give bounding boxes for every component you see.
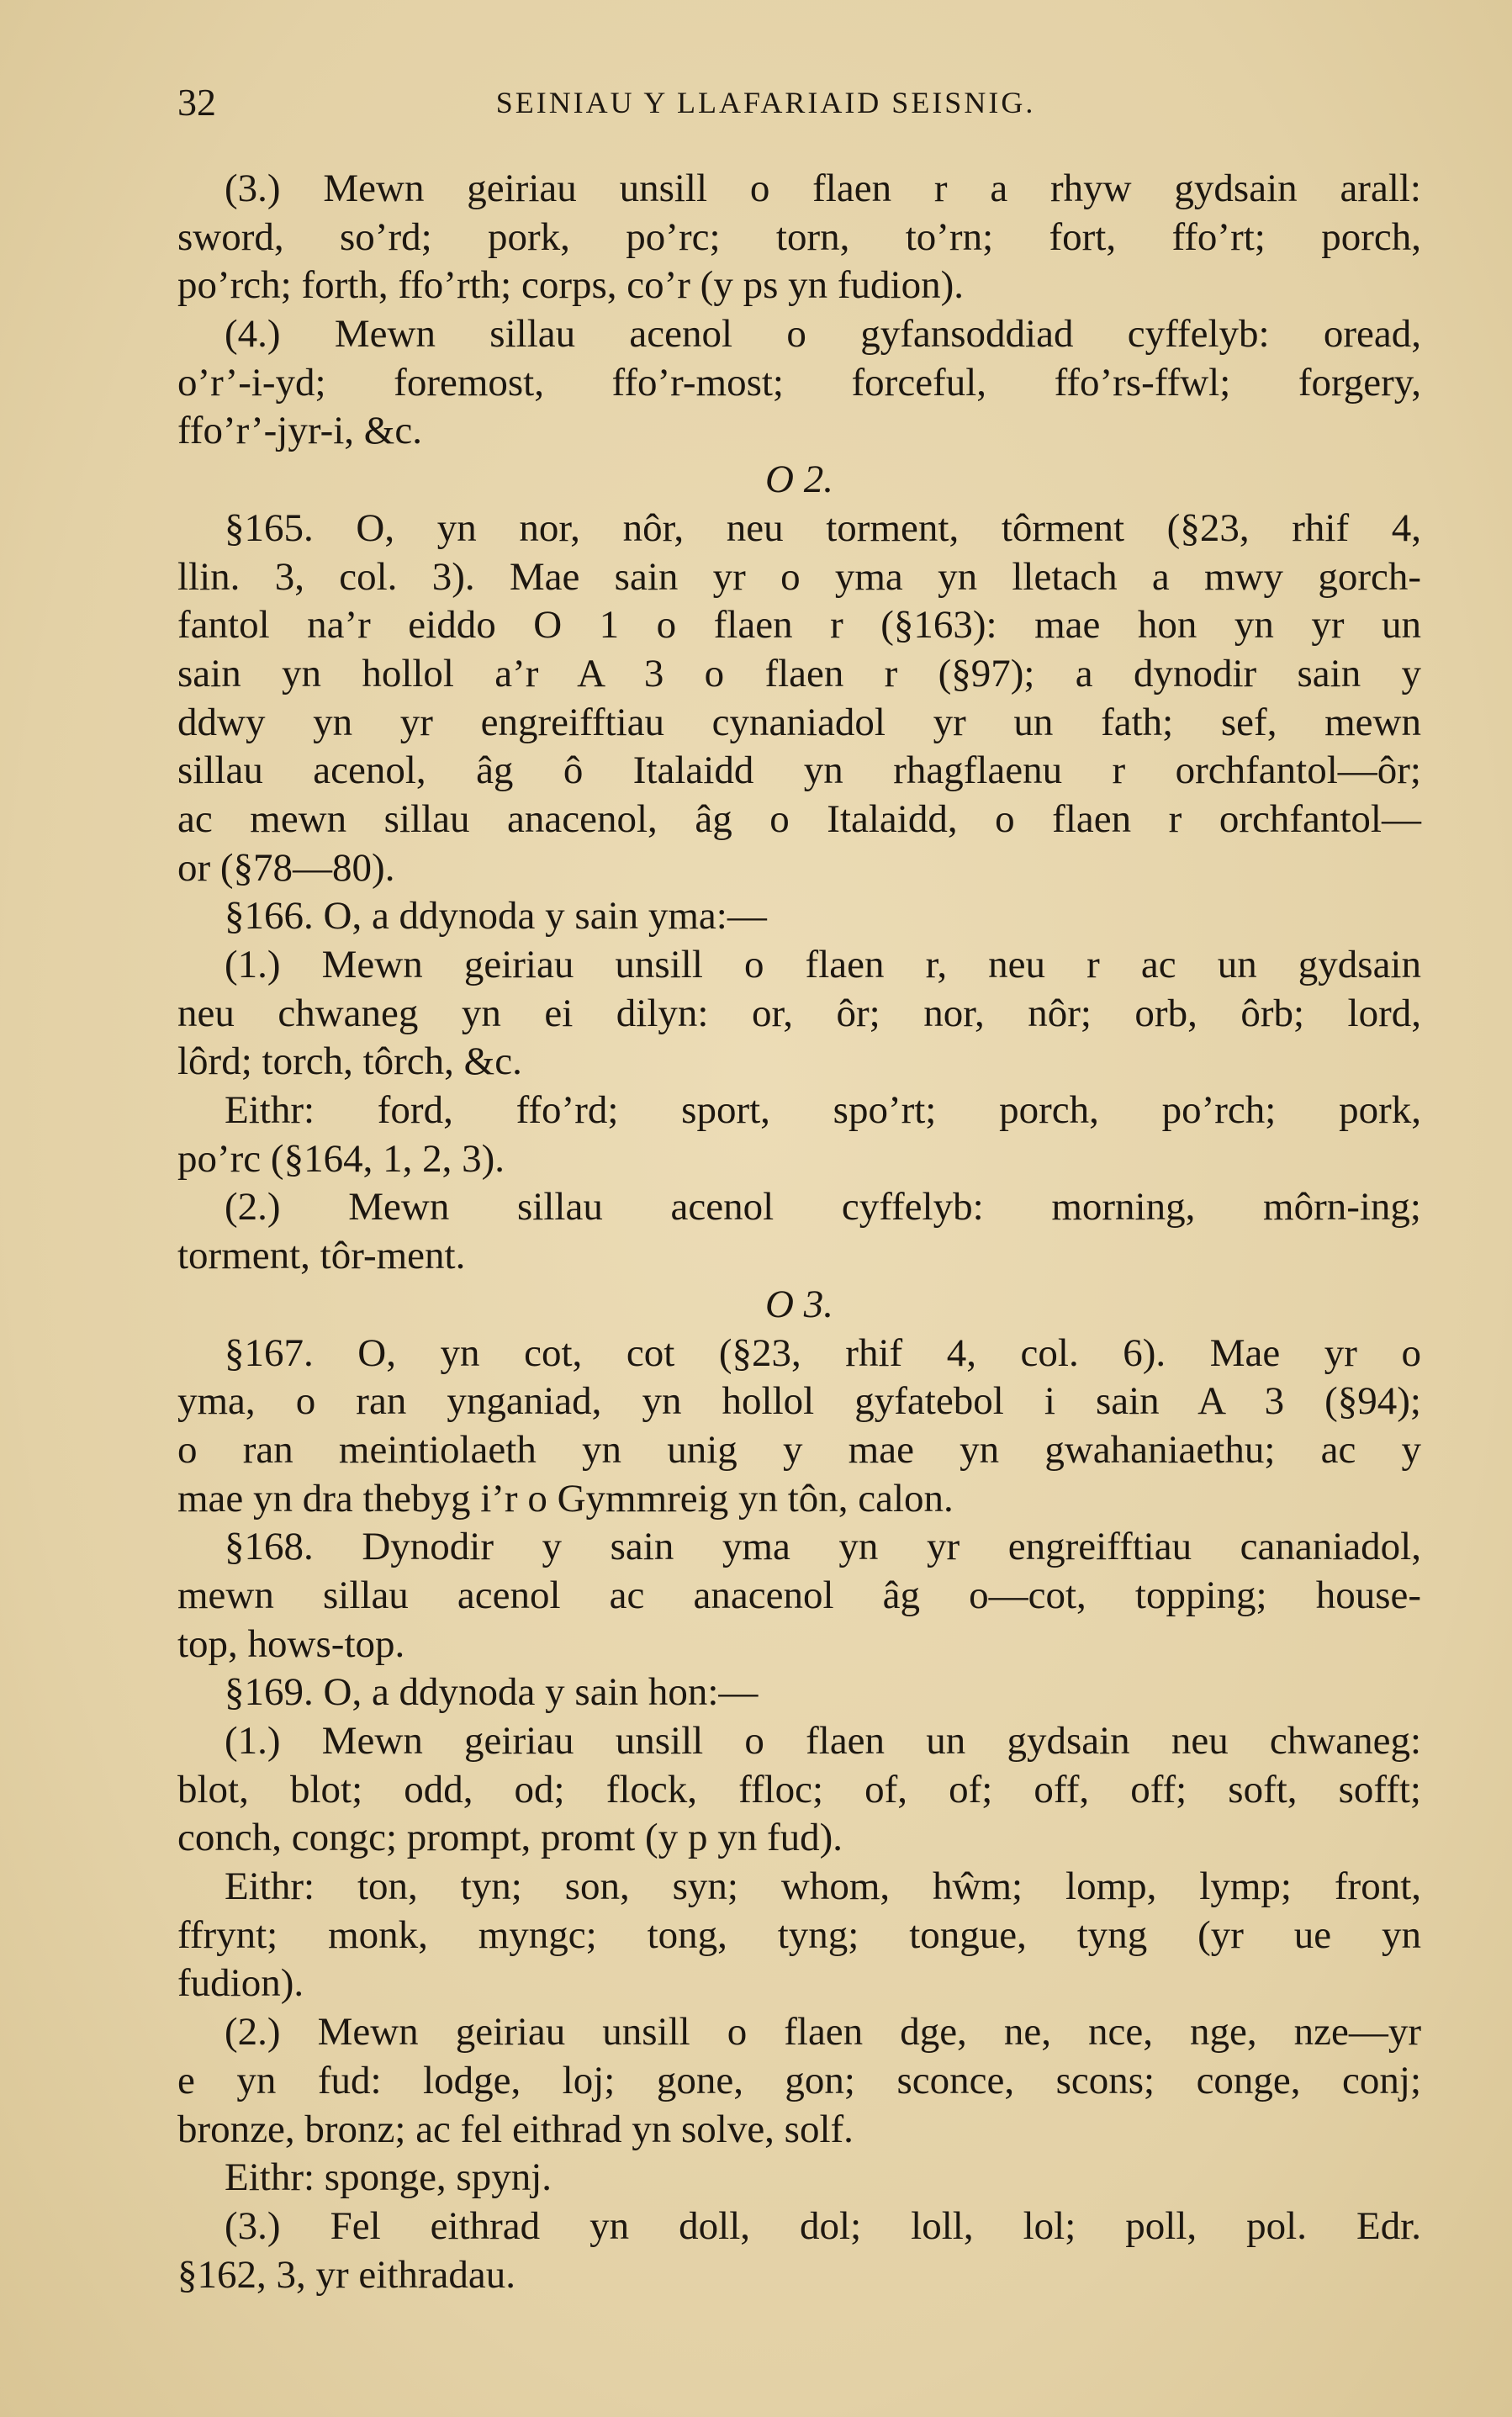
text-line: ddwy yn yr engreifftiau cynaniadol yr un fath; sef, mewn [177,700,1421,744]
text-line: blot, blot; odd, od; flock, ffloc; of, of; off, off; soft, sofft; [177,1767,1421,1811]
text-line: llin. 3, col. 3). Mae sain yr o yma yn lletach a mwy gorch- [177,554,1421,599]
text-line: §167. O, yn cot, cot (§23, rhif 4, col. 6). Mae yr o [225,1330,1421,1375]
text-line: (2.) Mewn sillau acenol cyffelyb: morning, môrn-ing; [225,1185,1421,1230]
text-line: sillau acenol, âg ô Italaidd yn rhagflaenu r orchfantol—ôr; [177,748,1421,793]
text-line: §165. O, yn nor, nôr, neu torment, tôrment (§23, rhif 4, [225,505,1421,550]
running-title: SEINIAU Y LLAFARIAID SEISNIG. [495,86,1036,119]
text-line: po’rch; forth, ffo’rth; corps, co’r (y ps yn fudion). [177,263,964,308]
text-line: po’rc (§164, 1, 2, 3). [177,1136,505,1181]
text-line: torment, tôr-ment. [177,1234,466,1278]
text-line: top, hows-top. [177,1621,405,1666]
text-line: (4.) Mewn sillau acenol o gyfansoddiad cyffelyb: oread, [225,312,1421,357]
text-line: yma, o ran ynganiad, yn hollol gyfatebol i sain A 3 (§94); [177,1379,1421,1424]
text-line: §166. O, a ddynoda y sain yma:— [225,894,767,939]
page-header [177,80,1421,130]
text-line: sain yn hollol a’r A 3 o flaen r (§97); a dynodir sain y [177,651,1421,695]
section-heading: O 2. [765,457,833,502]
text-line: Eithr: sponge, spynj. [225,2155,552,2200]
page-number: 32 [177,81,216,124]
text-line: conch, congc; prompt, promt (y p yn fud). [177,1816,843,1860]
text-line: ac mewn sillau anacenol, âg o Italaidd, o flaen r orchfantol— [177,796,1421,841]
text-line: §162, 3, yr eithradau. [177,2252,516,2297]
section-heading: O 3. [765,1282,833,1326]
text-line: sword, so’rd; pork, po’rc; torn, to’rn; fort, ffo’rt; porch, [177,214,1421,259]
text-line: bronze, bronz; ac fel eithrad yn solve, solf. [177,2107,854,2151]
text-line: (3.) Fel eithrad yn doll, dol; loll, lol; poll, pol. Edr. [225,2203,1421,2248]
text-line: (1.) Mewn geiriau unsill o flaen un gydsain neu chwaneg: [225,1719,1421,1763]
text-line: §168. Dynodir y sain yma yn yr engreifftiau cananiadol, [225,1525,1421,1569]
text-line: (2.) Mewn geiriau unsill o flaen dge, ne, nce, nge, nze—yr [225,2010,1421,2055]
text-line: mae yn dra thebyg i’r o Gymmreig yn tôn, calon. [177,1476,954,1521]
text-line: lôrd; torch, tôrch, &c. [177,1039,522,1084]
text-line: ffrynt; monk, myngc; tong, tyng; tongue, tyng (yr ue yn [177,1912,1421,1957]
text-line: §169. O, a ddynoda y sain hon:— [225,1670,759,1715]
text-line: o’r’-i-yd; foremost, ffo’r-most; forceful, ffo’rs-ffwl; forgery, [177,360,1421,405]
text-line: o ran meintiolaeth yn unig y mae yn gwahaniaethu; ac y [177,1427,1421,1472]
text-line: (3.) Mewn geiriau unsill o flaen r a rhyw gydsain arall: [225,167,1421,210]
text-line: Eithr: ford, ffo’rd; sport, spo’rt; porch, po’rch; pork, [225,1088,1421,1133]
text-line: Eithr: ton, tyn; son, syn; whom, hŵm; lomp, lymp; front, [225,1864,1421,1909]
text-line: e yn fud: lodge, loj; gone, gon; sconce, scons; conge, conj; [177,2058,1421,2102]
text-line: fantol na’r eiddo O 1 o flaen r (§163): mae hon yn yr un [177,603,1421,648]
text-line: (1.) Mewn geiriau unsill o flaen r, neu r ac un gydsain [225,943,1421,986]
page-body-text [177,165,1421,2299]
text-line: neu chwaneg yn ei dilyn: or, ôr; nor, nôr; orb, ôrb; lord, [177,991,1421,1035]
text-line: fudion). [177,1961,304,2006]
text-line: or (§78—80). [177,845,395,890]
text-line: mewn sillau acenol ac anacenol âg o—cot, topping; house- [177,1573,1421,1617]
text-line: ffo’r’-jyr-i, &c. [177,409,422,453]
